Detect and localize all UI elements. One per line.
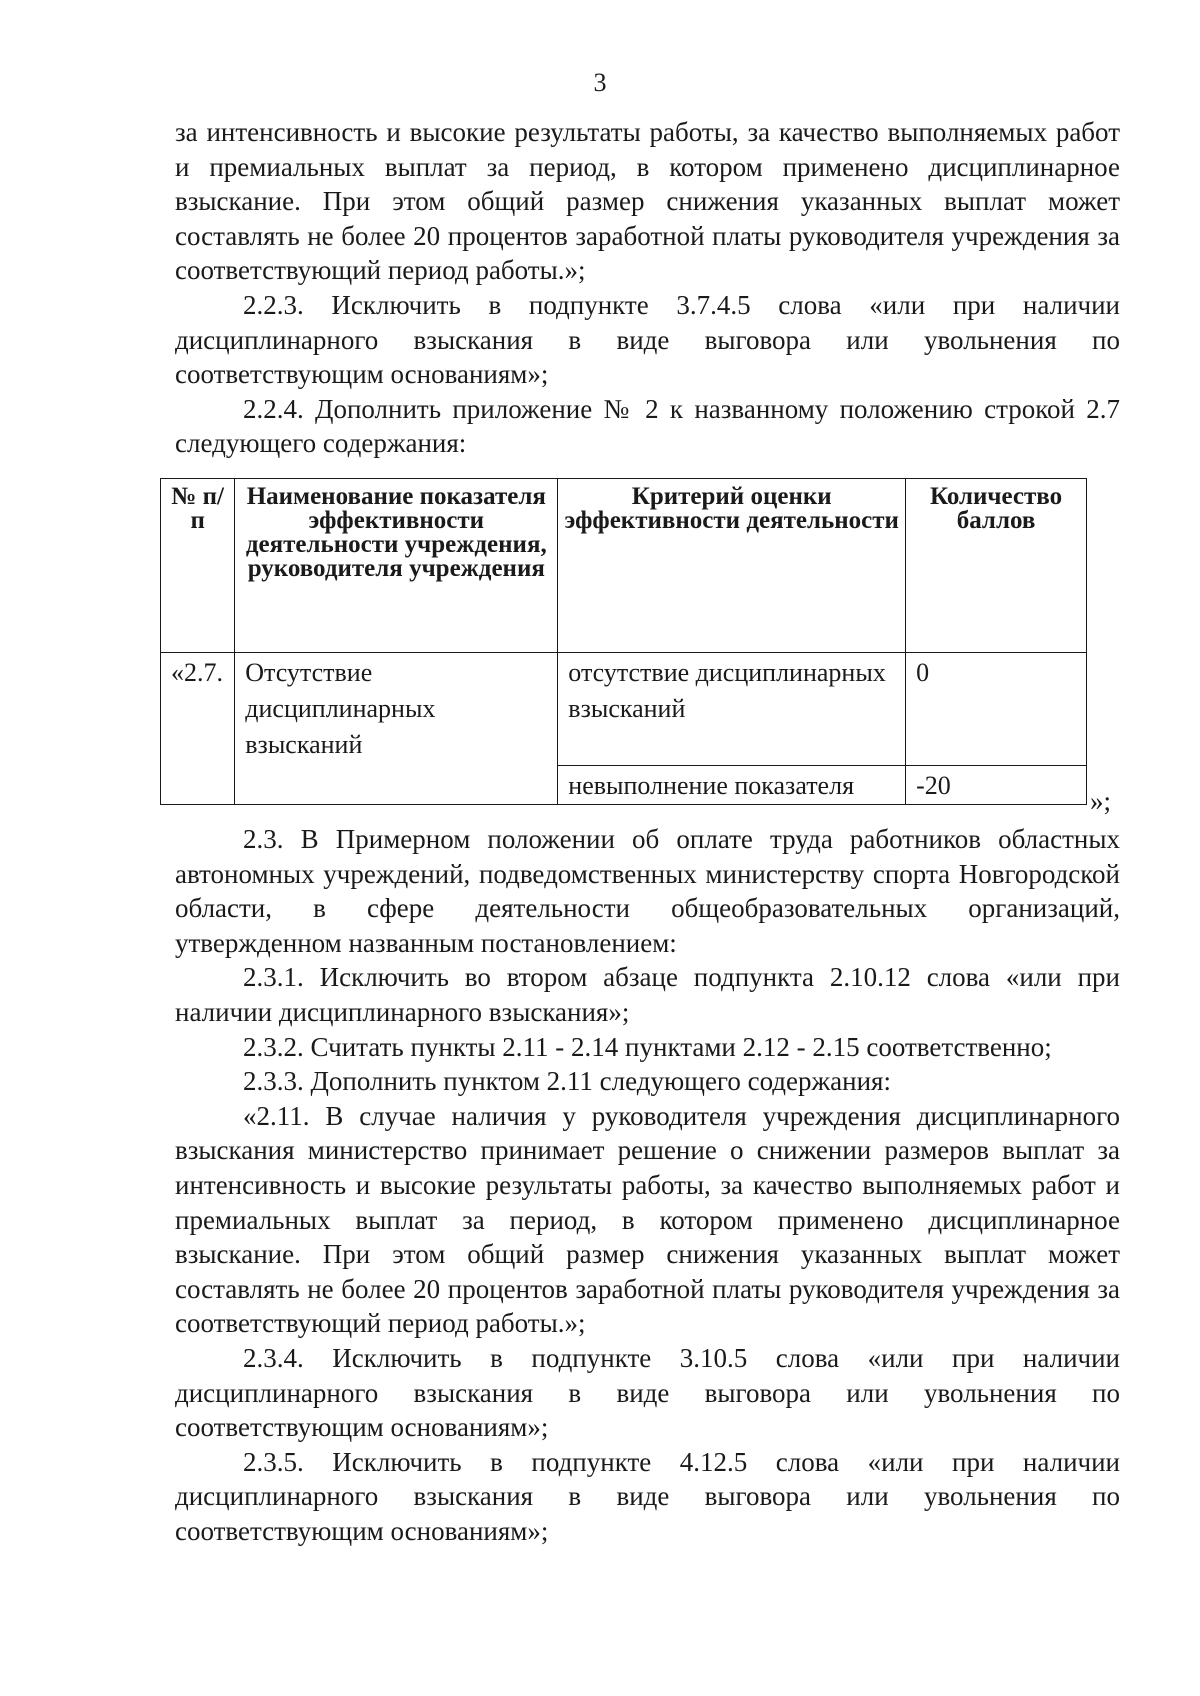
paragraph-2-3-2: 2.3.2. Считать пункты 2.11 - 2.14 пунктами 2.12 - 2.15 соответственно; (243, 1031, 1052, 1062)
paragraph-2-3-5: 2.3.5. Исключить в подпункте 4.12.5 слова «или при наличии дисциплинарного взыскания в виде выговора или увольнения по соответствующим основаниям»; (175, 1446, 1120, 1546)
row-number: «2.7. (161, 653, 235, 805)
header-criterion: Критерий оценки эффективности деятельности (558, 479, 906, 653)
criteria-table (160, 478, 1087, 805)
score-cell: 0 (906, 653, 1087, 766)
paragraph-2-3-4: 2.3.4. Исключить в подпункте 3.10.5 слова «или при наличии дисциплинарного взыскания в виде выговора или увольнения по соответствующим основаниям»; (175, 1342, 1120, 1443)
header-number: № п/п (161, 479, 235, 653)
paragraph-2-2-3: 2.2.3. Исключить в подпункте 3.7.4.5 слова «или при наличии дисциплинарного взыскания в виде выговора или увольнения по соответствующим основаниям»; (175, 289, 1120, 390)
paragraph-2-3-1: 2.3.1. Исключить во втором абзаце подпункта 2.10.12 слова «или при наличии дисциплинарного взыскания»; (175, 962, 1120, 1027)
paragraph-2-11-quote: «2.11. В случае наличия у руководителя учреждения дисциплинарного взыскания министерство принимает решение о снижении размеров выплат за интенсивность и высокие результаты работы, за качество выполняемых работ и премиальных выплат за период, в котором применено дисциплинарное взыскание. При этом общий размер снижения указанных выплат может составлять не более 20 процентов заработной платы руководителя учреждения за соответствующий период работы.»; (175, 1100, 1120, 1339)
indicator-name: Отсутствие дисциплинарных взысканий (235, 653, 558, 805)
paragraph-continuation: за интенсивность и высокие результаты работы, за качество выполняемых работ и премиальных выплат за период, в котором применено дисциплинарное взыскание. При этом общий размер снижения указанных выплат может составлять не более 20 процентов заработной платы руководителя учреждения за соответствующий период работы.»; (175, 117, 1120, 286)
text-block-top (175, 115, 1120, 461)
table-closing-mark: »; (1090, 786, 1112, 816)
paragraph-2-3: 2.3. В Примерном положении об оплате труда работников областных автономных учреждений, подведомственных министерству спорта Новгородской области, в сфере деятельности общеобразовательных организаций, утвержденном названным постановлением: (175, 824, 1120, 958)
header-indicator-name: Наименование показателя эффективности деятельности учреждения, руководителя учреждения (235, 479, 558, 653)
table-header-row (161, 479, 1087, 653)
criterion-cell: отсутствие дисциплинарных взысканий (558, 653, 906, 766)
text-block-main (175, 822, 1120, 1548)
page-number: 3 (593, 68, 607, 97)
header-score: Количество баллов (906, 479, 1087, 653)
paragraph-2-3-3: 2.3.3. Дополнить пунктом 2.11 следующего содержания: (243, 1066, 891, 1097)
score-cell: -20 (906, 766, 1087, 805)
table-row (161, 653, 1087, 766)
paragraph-2-2-4: 2.2.4. Дополнить приложение № 2 к названному положению строкой 2.7 следующего содержания: (175, 393, 1120, 459)
criterion-cell: невыполнение показателя (558, 766, 906, 805)
